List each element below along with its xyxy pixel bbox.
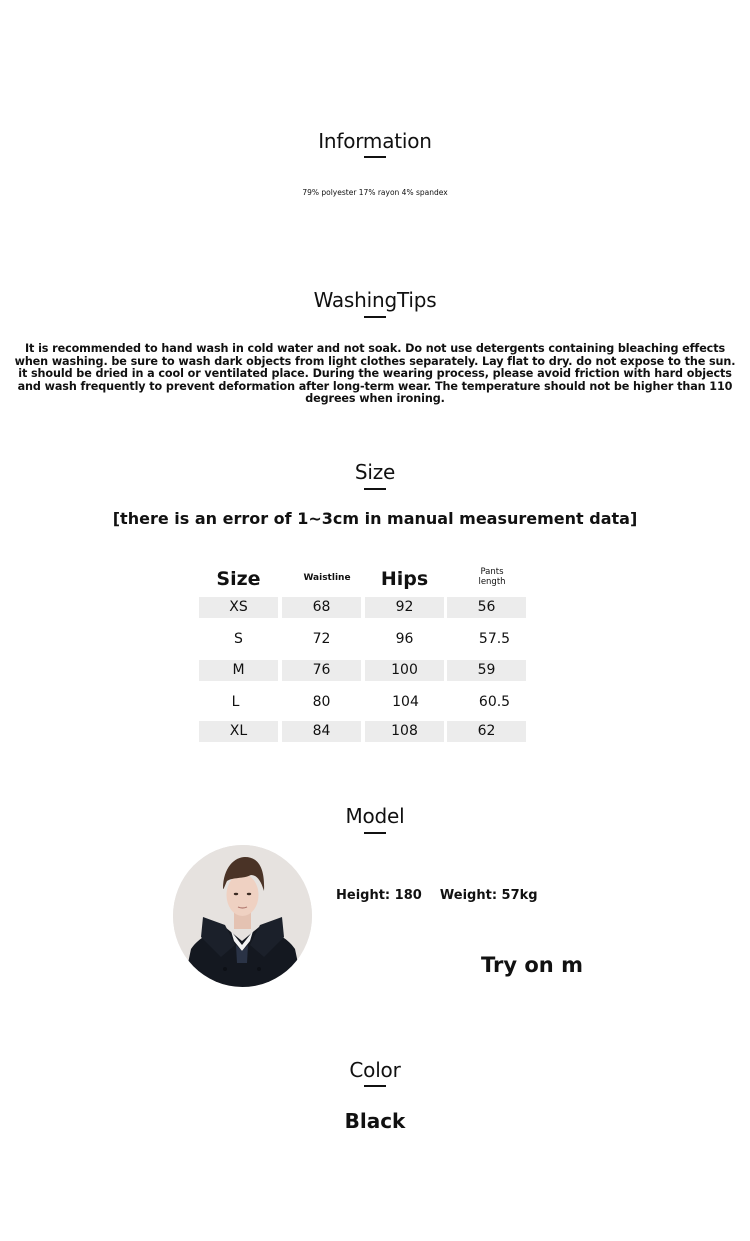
table-cell: XS [199,597,278,618]
table-cell: 57.5 [478,631,511,647]
table-cell: 62 [447,721,526,742]
table-cell: 80 [312,694,331,710]
information-underline [364,156,386,158]
color-title: Color [349,1058,401,1082]
model-measurements: Height: 180 Weight: 57kg [336,888,538,903]
table-cell: 92 [365,597,444,618]
table-cell: 84 [282,721,361,742]
table-cell: 96 [395,631,414,647]
table-cell: M [199,660,278,681]
try-on-label: Try on m [481,953,583,977]
table-cell: 76 [282,660,361,681]
table-cell: 59 [447,660,526,681]
header-waistline: Waistline [303,573,351,583]
table-cell: XL [199,721,278,742]
model-portrait-illustration [173,845,312,987]
washing-tips-title: WashingTips [313,288,437,312]
size-title: Size [354,460,396,484]
washing-tips-underline [364,316,386,318]
header-hips: Hips [380,568,429,590]
model-underline [364,832,386,834]
washing-instructions: It is recommended to hand wash in cold water and not soak. Do not use detergents containing bleaching effects when washing. be sure to wash dark objects from light clothes separately. Lay flat to dry. do not expose to the sun. it should be dried in a cool or ventilated place. During the wearing process, please avoid friction with hard objects and wash frequently to prevent deformation after long-term wear. The temperature should not be higher than 110 degrees when ironing. [14,342,736,406]
color-value: Black [344,1109,406,1133]
information-title: Information [318,129,432,153]
table-cell: 104 [392,694,419,710]
measurement-error-note: [there is an error of 1~3cm in manual measurement data] [112,509,638,528]
table-cell: 108 [365,721,444,742]
table-cell: 60.5 [478,694,511,710]
header-pants-length: Pants length [478,567,506,587]
table-cell: 72 [312,631,331,647]
model-title: Model [345,804,405,828]
table-cell: L [231,694,240,710]
size-underline [364,488,386,490]
color-underline [364,1085,386,1087]
model-avatar [173,845,312,987]
table-cell: 56 [447,597,526,618]
table-cell: 100 [365,660,444,681]
table-cell: S [234,631,243,647]
header-size: Size [216,568,261,590]
table-cell: 68 [282,597,361,618]
fabric-composition: 79% polyester 17% rayon 4% spandex [302,188,448,197]
